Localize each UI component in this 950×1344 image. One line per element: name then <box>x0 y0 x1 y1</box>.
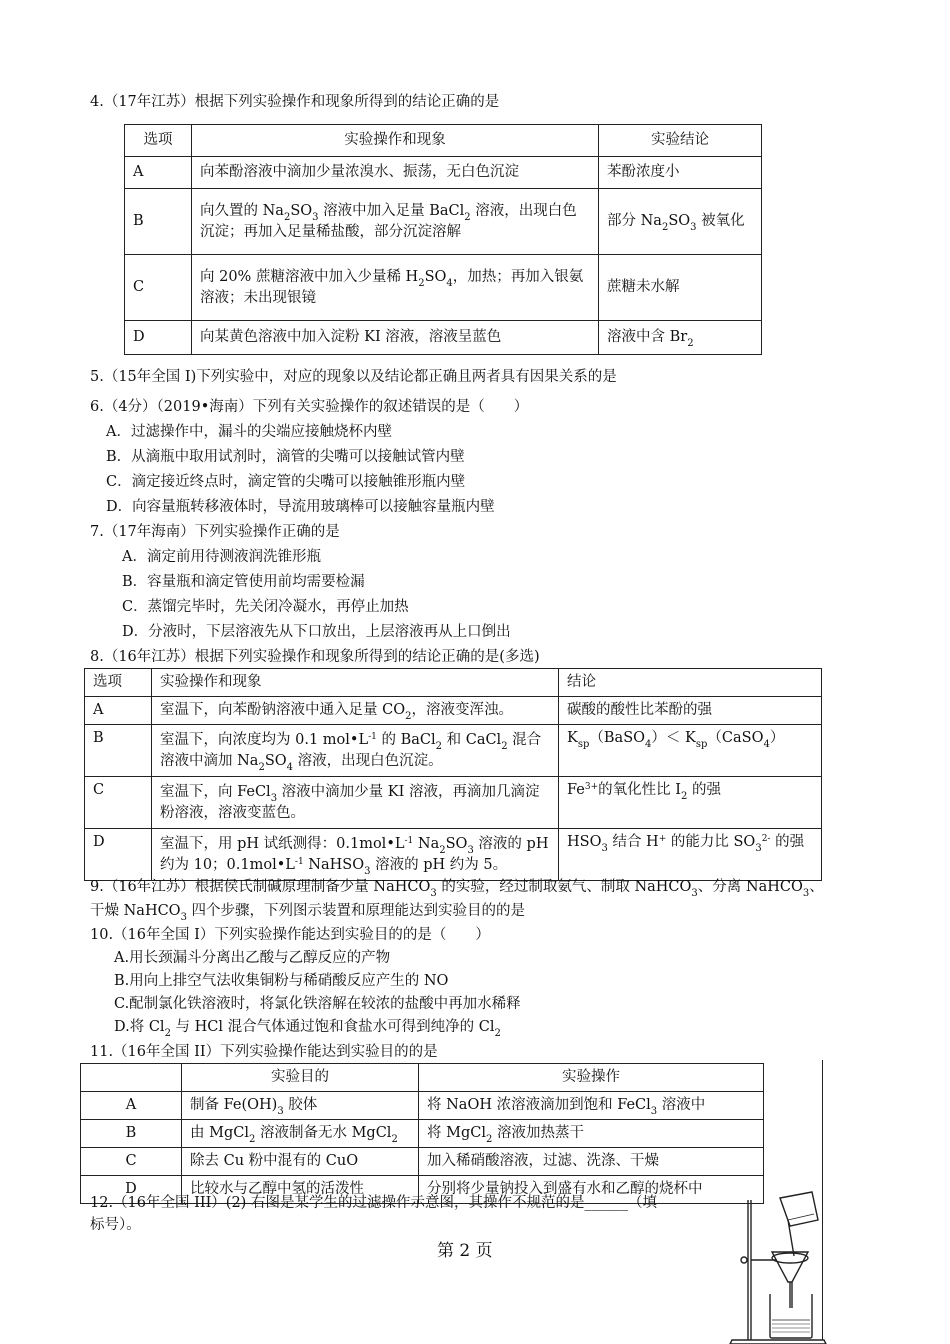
filtration-apparatus-figure <box>728 1190 828 1344</box>
option-cell: D <box>81 1176 182 1204</box>
q7-option-c: C．蒸馏完毕时，先关闭冷凝水，再停止加热 <box>122 599 409 615</box>
q11-table <box>80 1063 764 1204</box>
option-cell: B <box>85 725 152 777</box>
operation-cell: 室温下，向苯酚钠溶液中通入足量 $CO_2$，溶液变浑浊。 <box>152 697 559 725</box>
operation-cell: 将 NaOH 浓溶液滴加到饱和 FeCl$_3$ 溶液中 <box>419 1092 764 1120</box>
operation-cell: 加入稀硝酸溶液，过滤、洗涤、干燥 <box>419 1148 764 1176</box>
q4-table <box>124 124 762 355</box>
q6-title: 6.（4分）（2019•海南）下列有关实验操作的叙述错误的是（ ） <box>90 399 529 415</box>
operation-cell: 室温下，向浓度均为 0.1 $mol•L^{-1}$ 的 BaCl$_2$ 和 CaCl$_2$ 混合溶液中滴加 $Na_2SO_4$ 溶液，出现白色沉淀。 <box>152 725 559 777</box>
page-number: 第 2 页 <box>437 1241 493 1261</box>
aim-cell: 制备 $Fe(OH)_3$ 胶体 <box>182 1092 419 1120</box>
operation-cell: 向 20% 蔗糖溶液中加入少量稀 $H_2SO_4$，加热；再加入银氨溶液；未出现银镜 <box>192 255 599 321</box>
q10-option-c: C.配制氯化铁溶液时，将氯化铁溶解在较浓的盐酸中再加水稀释 <box>114 996 521 1012</box>
table-row <box>85 725 822 777</box>
table-row <box>85 829 822 881</box>
q4-header-operation: 实验操作和现象 <box>192 125 599 157</box>
table-row <box>125 255 762 321</box>
table-row <box>81 1092 764 1120</box>
table-row <box>85 777 822 829</box>
option-cell: B <box>81 1120 182 1148</box>
q10-option-d: D.将 $Cl_2$ 与 HCl 混合气体通过饱和食盐水可得到纯净的 $Cl_2$ <box>114 1019 501 1039</box>
q5-title: 5.（15年全国 I)下列实验中，对应的现象以及结论都正确且两者具有因果关系的是 <box>90 369 617 385</box>
q7-title: 7.（17年海南）下列实验操作正确的是 <box>90 524 340 540</box>
aim-cell: 由 MgCl$_2$ 溶液制备无水 MgCl$_2$ <box>182 1120 419 1148</box>
table-row <box>125 321 762 355</box>
q9-line2: 干燥 NaHCO$_3$ 四个步骤，下列图示装置和原理能达到实验目的的是 <box>90 903 526 923</box>
conclusion-cell: 蔗糖未水解 <box>599 255 762 321</box>
q6-option-a: A．过滤操作中，漏斗的尖端应接触烧杯内壁 <box>106 424 392 440</box>
option-cell: C <box>85 777 152 829</box>
operation-cell: 室温下，用 pH 试纸测得：$0.1mol•L^{-1}$ $Na_2SO_3$ 溶液的 pH 约为 10；$0.1mol•L^{-1}$ NaHSO$_3$ 溶液的 pH 约为 5。 <box>152 829 559 881</box>
q7-option-b: B．容量瓶和滴定管使用前均需要检漏 <box>122 574 365 590</box>
option-cell: A <box>85 697 152 725</box>
q6-option-d: D．向容量瓶转移液体时，导流用玻璃棒可以接触容量瓶内壁 <box>106 499 495 515</box>
q7-option-a: A．滴定前用待测液润洗锥形瓶 <box>122 549 321 565</box>
q12-line2: 标号）。 <box>90 1217 141 1233</box>
operation-cell: 室温下，向 FeCl$_3$ 溶液中滴加少量 KI 溶液，再滴加几滴淀粉溶液，溶液变蓝色。 <box>152 777 559 829</box>
operation-cell: 分别将少量钠投入到盛有水和乙醇的烧杯中 <box>419 1176 764 1204</box>
operation-cell: 向某黄色溶液中加入淀粉 KI 溶液，溶液呈蓝色 <box>192 321 599 355</box>
option-cell: A <box>81 1092 182 1120</box>
q6-option-c: C．滴定接近终点时，滴定管的尖嘴可以接触锥形瓶内壁 <box>106 474 466 490</box>
option-cell: A <box>125 157 192 189</box>
operation-cell: 向苯酚溶液中滴加少量浓溴水、振荡，无白色沉淀 <box>192 157 599 189</box>
aim-cell: 除去 Cu 粉中混有的 CuO <box>182 1148 419 1176</box>
q8-header-operation: 实验操作和现象 <box>152 669 559 697</box>
operation-cell: 向久置的 $Na_2SO_3$ 溶液中加入足量 BaCl$_2$ 溶液，出现白色沉淀；再加入足量稀盐酸，部分沉淀溶解 <box>192 189 599 255</box>
q6-option-b: B．从滴瓶中取用试剂时，滴管的尖嘴可以接触试管内壁 <box>106 449 465 465</box>
q8-table <box>84 668 822 881</box>
q9-line1: 9.（16年江苏）根据侯氏制碱原理制备少量 NaHCO$_3$ 的实验，经过制取氨气、制取 NaHCO$_3$、分离 NaHCO$_3$、 <box>90 879 824 899</box>
conclusion-cell: $Fe^{3+}$的氧化性比 $I_2$ 的强 <box>559 777 822 829</box>
table-row <box>81 1148 764 1176</box>
q4-header-conclusion: 实验结论 <box>599 125 762 157</box>
q10-option-a: A.用长颈漏斗分离出乙酸与乙醇反应的产物 <box>114 950 391 966</box>
option-cell: B <box>125 189 192 255</box>
option-cell: C <box>81 1148 182 1176</box>
q4-header-option: 选项 <box>125 125 192 157</box>
conclusion-cell: $HSO_3$ 结合 H+ 的能力比 $SO_3^{2-}$ 的强 <box>559 829 822 881</box>
conclusion-cell: $K_{sp}(BaSO_4)<$ $K_{sp}(CaSO_4)$ <box>559 725 822 777</box>
operation-cell: 将 MgCl$_2$ 溶液加热蒸干 <box>419 1120 764 1148</box>
q8-header-option: 选项 <box>85 669 152 697</box>
table-row <box>125 157 762 189</box>
q10-option-b: B.用向上排空气法收集铜粉与稀硝酸反应产生的 NO <box>114 973 449 989</box>
option-cell: D <box>125 321 192 355</box>
q7-option-d: D．分液时，下层溶液先从下口放出，上层溶液再从上口倒出 <box>122 624 511 640</box>
q12-line1: 12.（16年全国 III）(2) 右图是某学生的过滤操作示意图，其操作不规范的是______（填 <box>90 1195 657 1211</box>
table-row <box>85 697 822 725</box>
q8-title: 8.（16年江苏）根据下列实验操作和现象所得到的结论正确的是(多选) <box>90 649 540 665</box>
option-cell: D <box>85 829 152 881</box>
option-cell: C <box>125 255 192 321</box>
table-row <box>125 189 762 255</box>
q10-title: 10.（16年全国 I）下列实验操作能达到实验目的的是（ ） <box>90 927 490 943</box>
conclusion-cell: 部分 $Na_2SO_3$ 被氧化 <box>599 189 762 255</box>
q11-title: 11.（16年全国 II）下列实验操作能达到实验目的的是 <box>90 1044 438 1060</box>
conclusion-cell: 溶液中含 $Br_2$ <box>599 321 762 355</box>
conclusion-cell: 苯酚浓度小 <box>599 157 762 189</box>
q11-header-blank <box>81 1064 182 1092</box>
q4-title: 4.（17年江苏）根据下列实验操作和现象所得到的结论正确的是 <box>90 94 500 110</box>
q11-header-operation: 实验操作 <box>419 1064 764 1092</box>
table-row <box>81 1120 764 1148</box>
q11-header-aim: 实验目的 <box>182 1064 419 1092</box>
aim-cell: 比较水与乙醇中氢的活泼性 <box>182 1176 419 1204</box>
q8-header-conclusion: 结论 <box>559 669 822 697</box>
conclusion-cell: 碳酸的酸性比苯酚的强 <box>559 697 822 725</box>
